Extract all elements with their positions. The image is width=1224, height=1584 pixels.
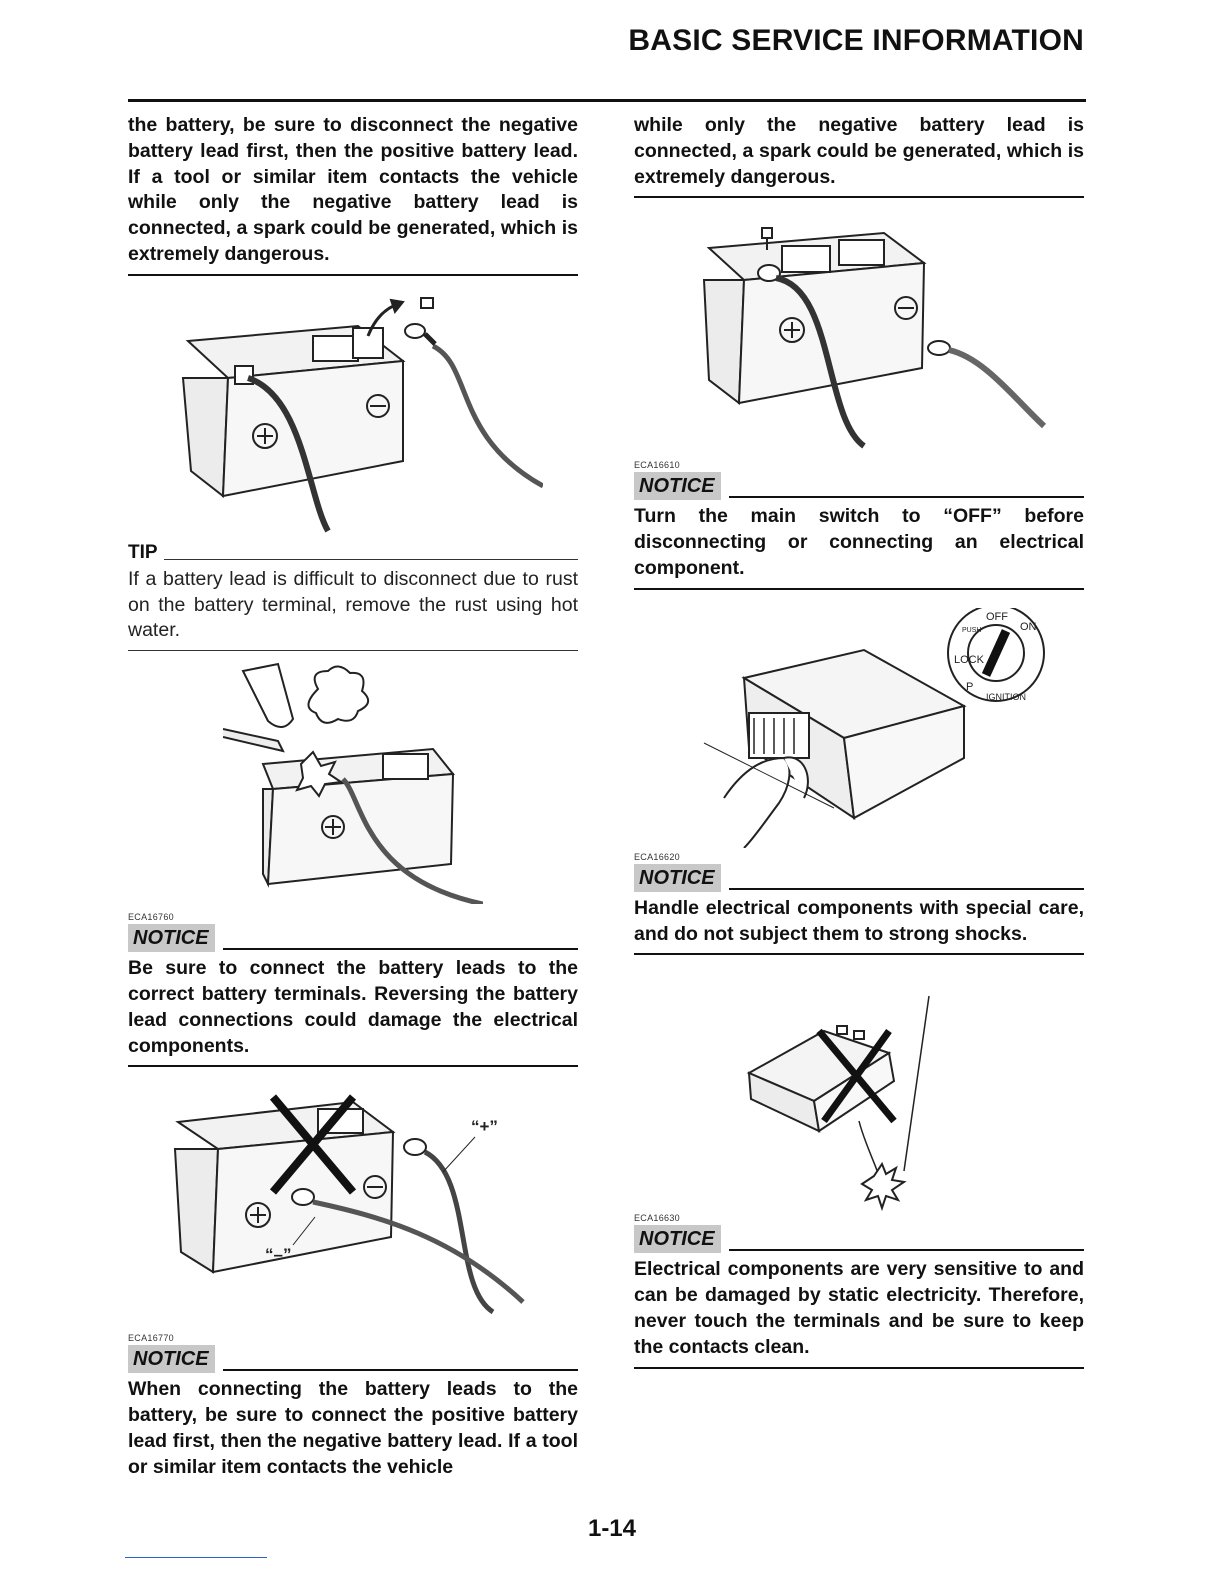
switch-label-p: P	[966, 680, 974, 693]
notice-badge: NOTICE	[634, 1225, 721, 1253]
right-column	[634, 113, 1084, 1369]
notice-code: ECA16760	[128, 912, 174, 923]
notice-text: Electrical components are very sensitive to and can be damaged by static electricity. Therefore, never touch the terminals and be sure to keep the contacts clean.	[634, 1258, 1084, 1358]
notice-end-rule	[128, 1065, 578, 1067]
header-rule	[128, 99, 1086, 102]
switch-label-on: ON	[1020, 620, 1037, 633]
warning-end-rule	[634, 196, 1084, 198]
main-switch-figure	[664, 608, 1054, 848]
notice-code: ECA16620	[634, 851, 680, 862]
switch-label-lock: LOCK	[954, 653, 984, 666]
notice-end-rule	[634, 953, 1084, 955]
notice-code: ECA16770	[128, 1333, 174, 1344]
notice-text: When connecting the battery leads to the battery, be sure to connect the positive battery lead first, then the negative battery lead. If a tool or similar item contacts the vehicle	[128, 1378, 578, 1478]
hot-water-figure	[223, 659, 483, 904]
notice-rule	[729, 888, 1084, 890]
notice-rule	[223, 1369, 578, 1371]
minus-label: “–”	[265, 1245, 292, 1265]
page-number: 1-14	[587, 1515, 637, 1542]
reversed-leads-figure	[153, 1077, 553, 1327]
notice-end-rule	[634, 1367, 1084, 1369]
notice-rule	[223, 948, 578, 950]
notice-rule	[729, 496, 1084, 498]
dropped-component-figure	[729, 991, 989, 1211]
battery-disconnect-figure	[163, 286, 543, 536]
notice-end-rule	[634, 588, 1084, 590]
right-intro-text: while only the negative battery lead is connected, a spark could be generated, which is extremely dangerous.	[634, 114, 1084, 188]
tip-label: TIP	[128, 541, 158, 563]
notice-code: ECA16610	[634, 460, 680, 471]
tip-rule	[164, 559, 578, 560]
switch-label-off: OFF	[986, 610, 1008, 623]
notice-badge: NOTICE	[634, 864, 721, 892]
notice-text: Turn the main switch to “OFF” before disconnecting or connecting an electrical component.	[634, 505, 1084, 579]
page-title: BASIC SERVICE INFORMATION	[628, 24, 1084, 57]
switch-label-push: PUSH	[962, 626, 982, 634]
warning-end-rule	[128, 274, 578, 276]
notice-text: Handle electrical components with special care, and do not subject them to strong shocks.	[634, 896, 1084, 945]
footer-link-rule	[125, 1557, 267, 1558]
notice-badge: NOTICE	[128, 1345, 215, 1373]
tip-text: If a battery lead is difficult to disconnect due to rust on the battery terminal, remove the rust using hot water.	[128, 567, 578, 642]
tip-end-rule	[128, 650, 578, 651]
plus-label: “+”	[471, 1117, 498, 1137]
notice-text: Be sure to connect the battery leads to the correct battery terminals. Reversing the battery lead connections could damage the electrical components.	[128, 957, 578, 1057]
left-intro-text: the battery, be sure to disconnect the negative battery lead first, then the positive battery lead. If a tool or similar item contacts the vehicle while only the negative battery lead is connected, a spark could be generated, which is extremely dangerous.	[128, 114, 578, 265]
notice-rule	[729, 1249, 1084, 1251]
left-column	[128, 113, 578, 1481]
notice-badge: NOTICE	[634, 472, 721, 500]
switch-label-ignition: IGNITION	[986, 691, 1026, 702]
notice-code: ECA16630	[634, 1213, 680, 1224]
notice-badge: NOTICE	[128, 924, 215, 952]
battery-terminal-figure	[664, 218, 1054, 458]
